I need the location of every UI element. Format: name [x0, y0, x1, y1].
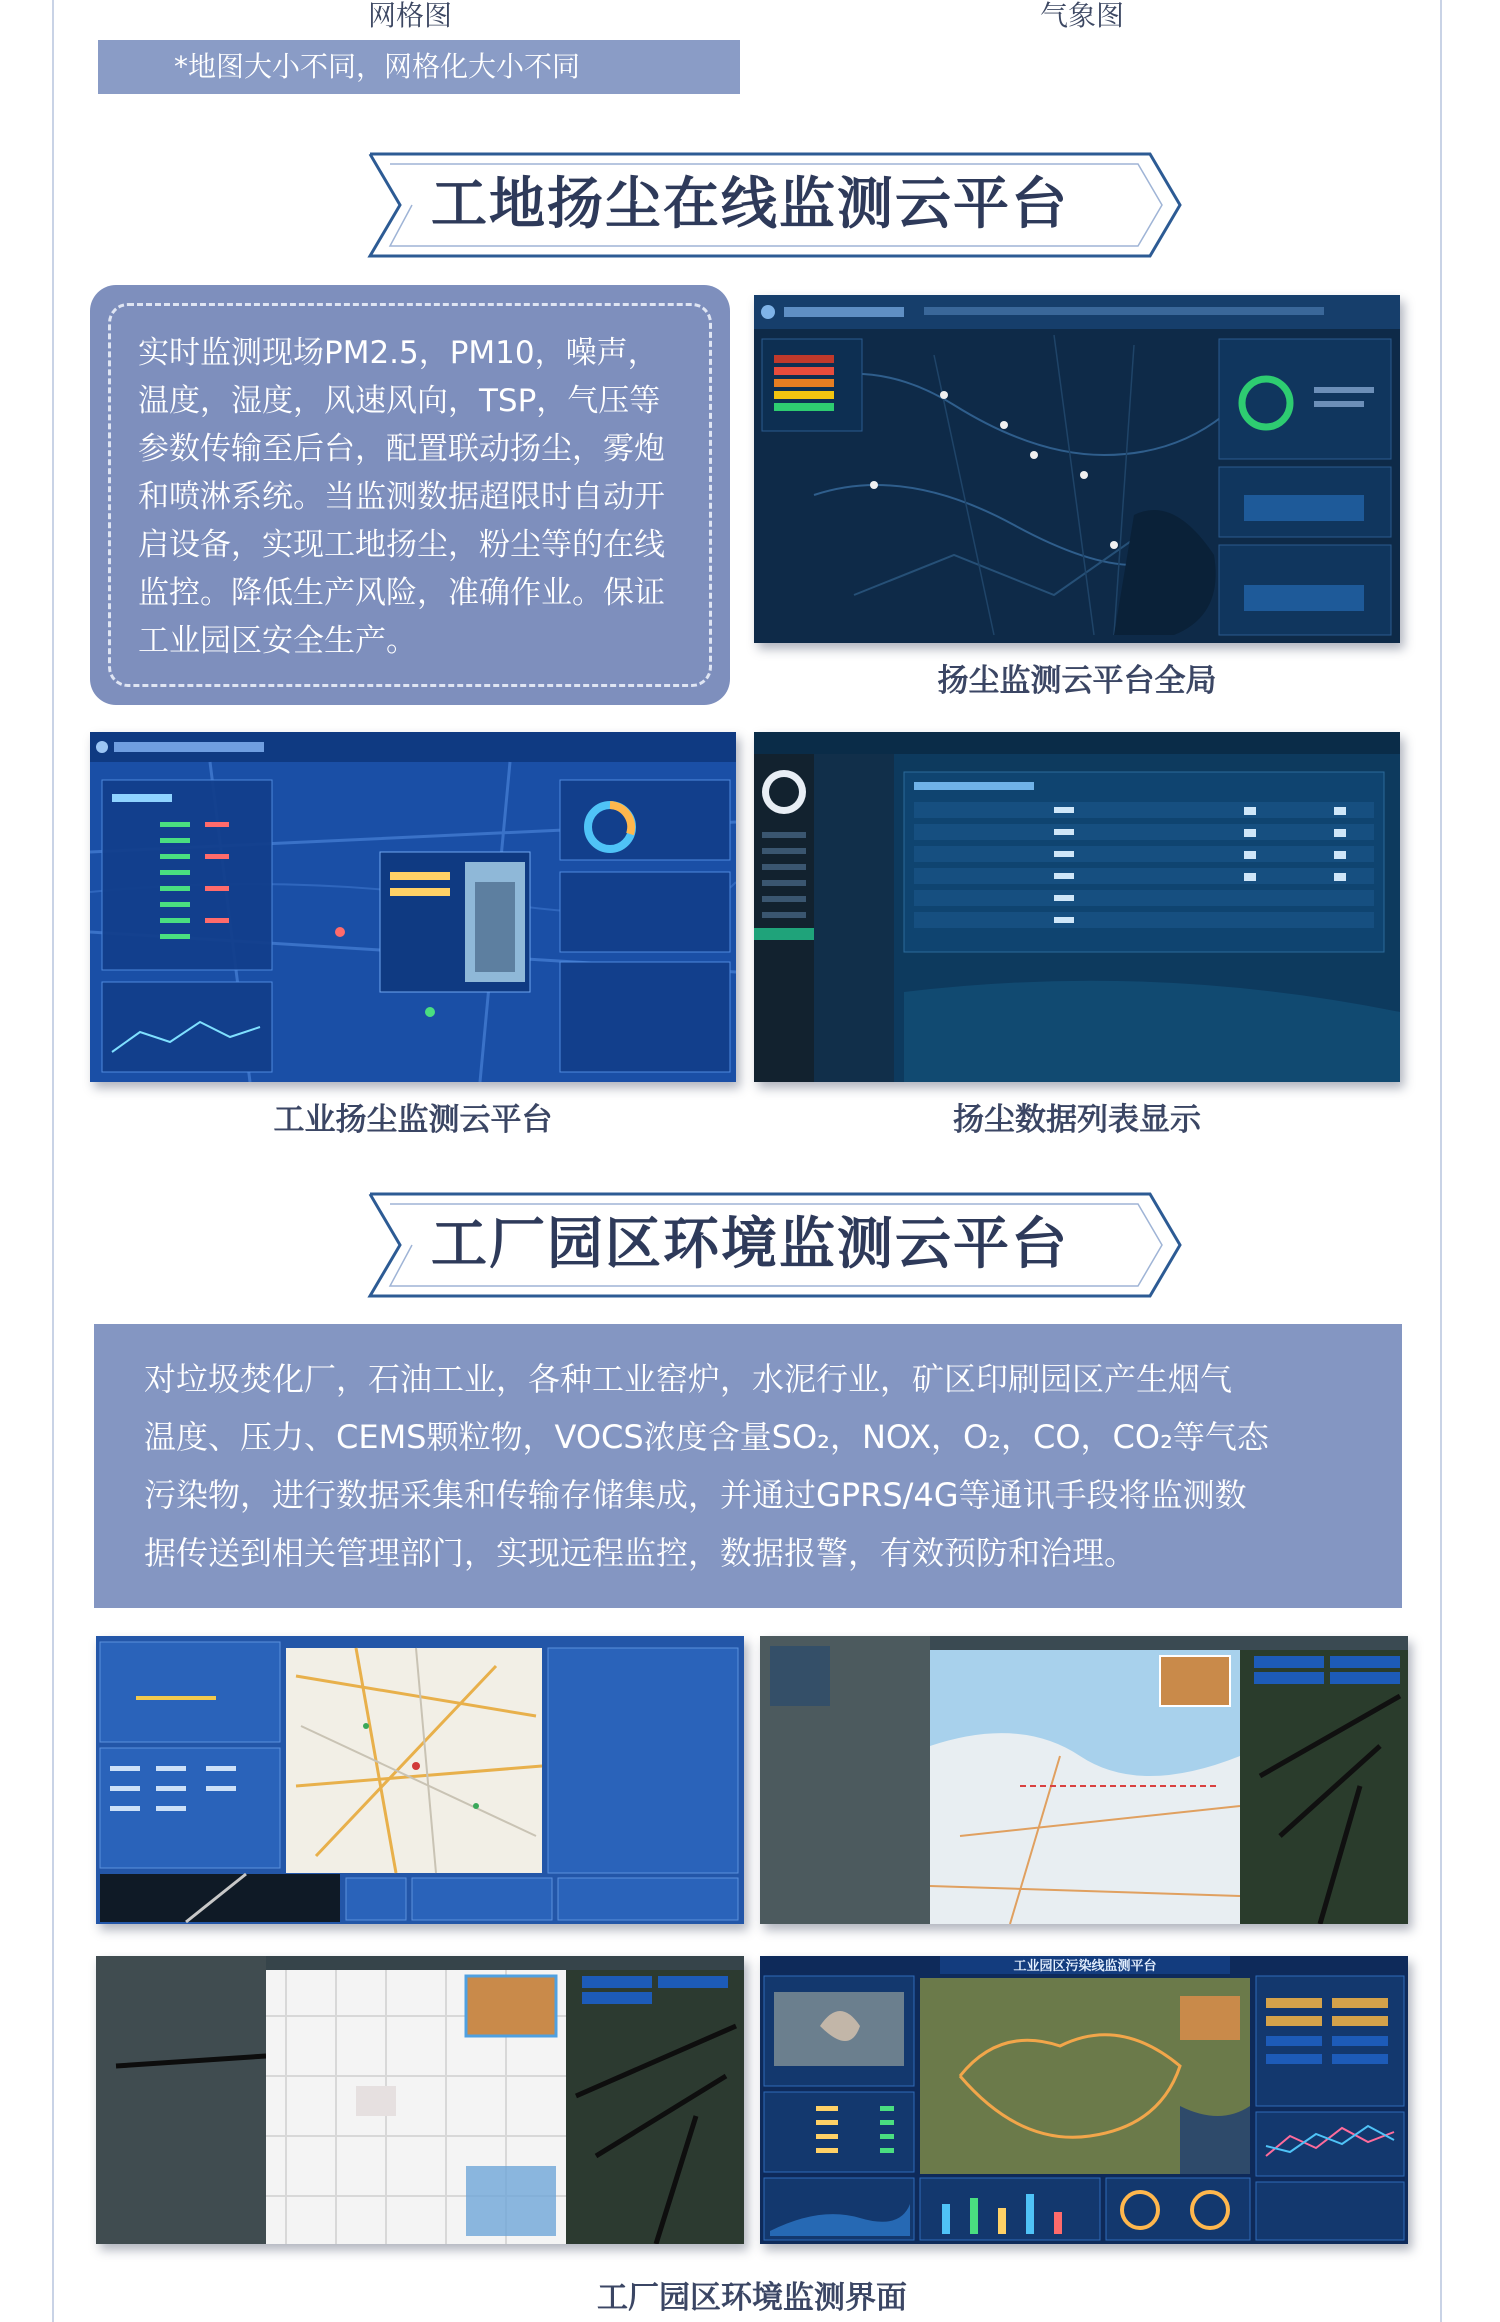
page-frame-left	[52, 0, 54, 2322]
section-title-text: 工厂园区环境监测云平台	[431, 1212, 1069, 1277]
industrial-dust-caption: 工业扬尘监测云平台	[273, 1102, 553, 1138]
factory-screenshot-map	[96, 1636, 744, 1924]
factory-description-text	[144, 1350, 1372, 1582]
dust-overview-screenshot	[754, 295, 1400, 643]
section-title-factory	[0, 1190, 1500, 1300]
industrial-dust-screenshot	[90, 732, 736, 1082]
description-line: 对垃圾焚化厂，石油工业，各种工业窑炉，水泥行业，矿区印刷园区产生烟气	[144, 1360, 1233, 1398]
page-frame-right	[1440, 0, 1442, 2322]
grid-map-caption: 网格图	[368, 0, 453, 32]
section-title-text: 工地扬尘在线监测云平台	[431, 172, 1069, 237]
dust-list-caption: 扬尘数据列表显示	[953, 1102, 1201, 1138]
dust-description-box	[90, 285, 730, 705]
factory-description-box	[94, 1324, 1402, 1608]
map-size-note: *地图大小不同，网格化大小不同	[98, 40, 740, 94]
factory-screenshot-street	[96, 1956, 744, 2244]
factory-screenshot-pollution-dashboard	[760, 1956, 1408, 2244]
factory-screenshot-satellite	[760, 1636, 1408, 1924]
weather-map-caption: 气象图	[1040, 0, 1125, 32]
section-title-dust	[0, 150, 1500, 260]
description-line: 据传送到相关管理部门，实现远程监控，数据报警，有效预防和治理。	[144, 1534, 1137, 1572]
factory-interface-caption: 工厂园区环境监测界面	[597, 2280, 907, 2316]
description-line: 温度、压力、CEMS颗粒物，VOCS浓度含量SO₂，NOX，O₂，CO，CO₂等气态	[144, 1418, 1269, 1456]
description-line: 污染物，进行数据采集和传输存储集成，并通过GPRS/4G等通讯手段将监测数	[144, 1476, 1247, 1514]
dust-description-text: 实时监测现场PM2.5，PM10，噪声，温度，湿度，风速风向，TSP，气压等参数传输至后台，配置联动扬尘，雾炮和喷淋系统。当监测数据超限时自动开启设备，实现工地扬尘，粉尘等的在线监控。降低生产风险，准确作业。保证工业园区安全生产。	[138, 335, 665, 659]
dust-list-screenshot	[754, 732, 1400, 1082]
screen-banner-text: 工业园区污染线监测平台	[1013, 1958, 1157, 1973]
dust-overview-caption: 扬尘监测云平台全局	[937, 663, 1217, 699]
